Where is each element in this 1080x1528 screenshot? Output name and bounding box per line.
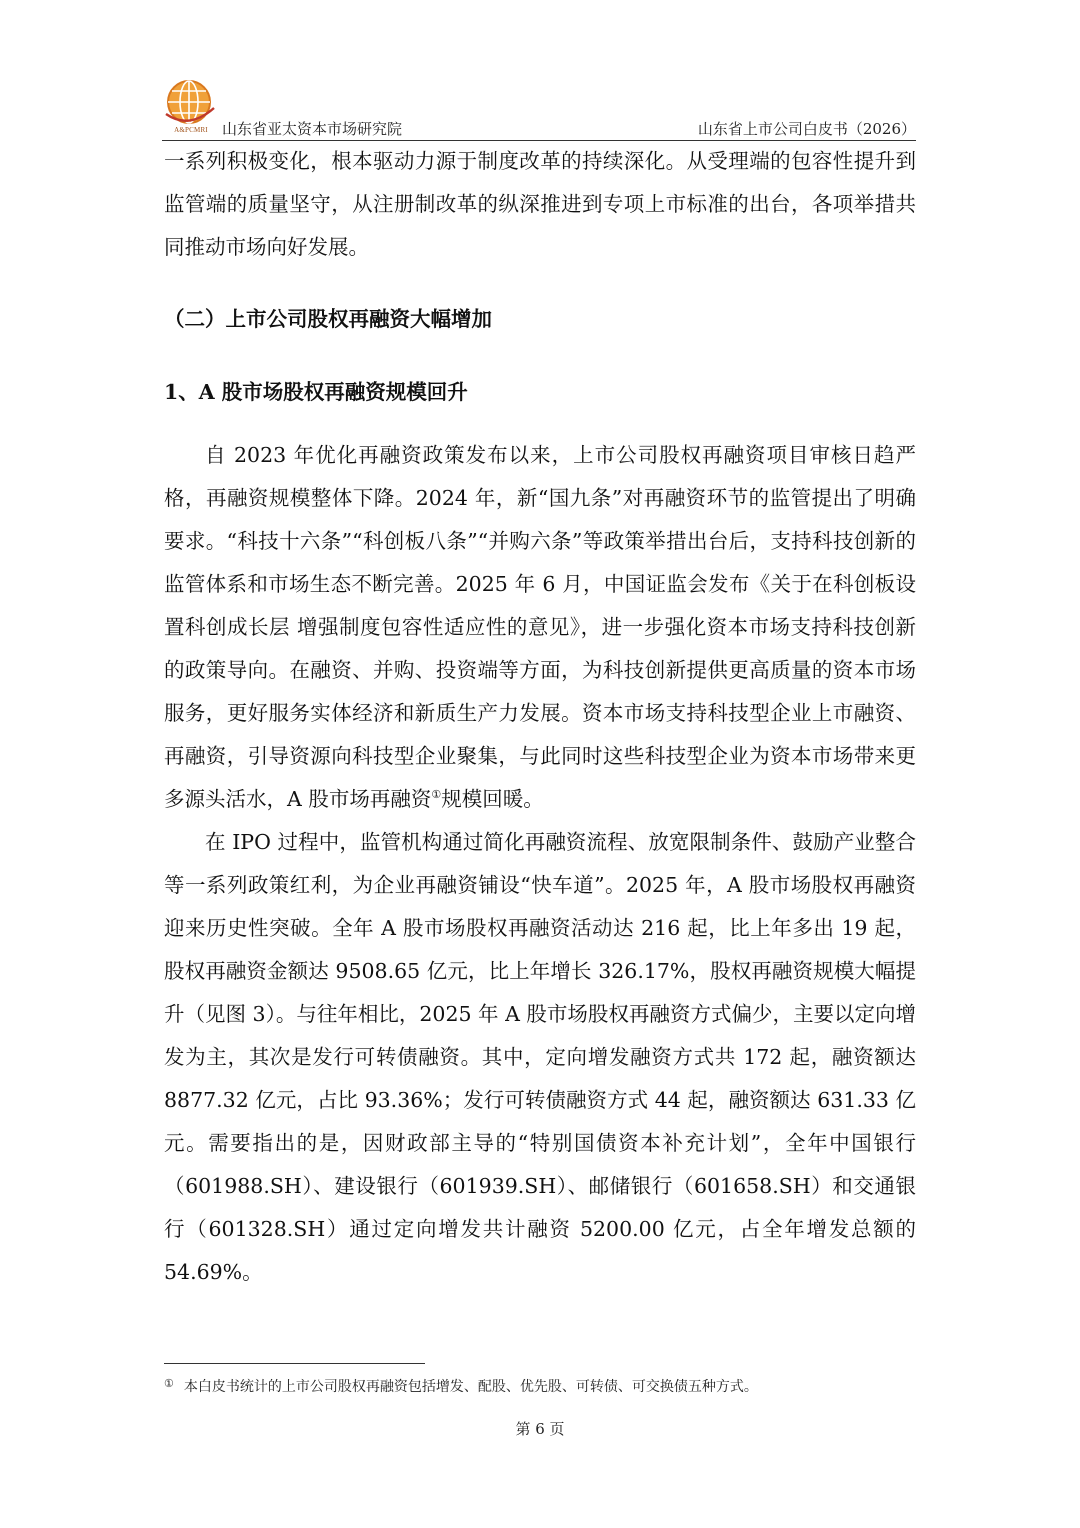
paragraph-continued: 一系列积极变化，根本驱动力源于制度改革的持续深化。从受理端的包容性提升到监管端的质量坚守，从注册制改革的纵深推进到专项上市标准的出台，各项举措共同推动市场向好发展。 — [164, 149, 916, 259]
section-title: （二）上市公司股权再融资大幅增加 — [164, 307, 492, 331]
page-number: 第 6 页 — [515, 1420, 565, 1438]
logo-text: A&PCMRI — [174, 126, 208, 134]
body-paragraphs — [164, 434, 916, 1294]
page-body — [164, 140, 916, 269]
footnote-divider — [164, 1363, 425, 1364]
subsection-heading — [164, 375, 916, 405]
footnote-mark: ① — [164, 1377, 174, 1390]
paragraph-1-tail: 规模回暖。 — [441, 787, 544, 811]
paragraph-1 — [164, 434, 916, 821]
subsection-title: 1、A 股市场股权再融资规模回升 — [164, 380, 468, 404]
footnote — [164, 1376, 758, 1396]
paragraph-1-text: 自 2023 年优化再融资政策发布以来，上市公司股权再融资项目审核日趋严格，再融资规模整体下降。2024 年，新“国九条”对再融资环节的监管提出了明确要求。“科技十六条”“科创板八条”“并购六条”等政策举措出台后，支持科技创新的监管体系和市场生态不断完善。2025 年 6 月，中国证监会发布《关于在科创板设置科创成长层 增强制度包容性适应性的意见》，进一步强化资本市场支持科技创新的政策导向。在融资、并购、投资端等方面，为科技创新提供更高质量的资本市场服务，更好服务实体经济和新质生产力发展。资本市场支持科技型企业上市融资、再融资，引导资源向科技型企业聚集，与此同时这些科技型企业为资本市场带来更多源头活水，A 股市场再融资 — [164, 443, 916, 811]
section-heading — [164, 302, 916, 332]
header-institute-name: 山东省亚太资本市场研究院 — [222, 120, 403, 138]
paragraph-2: 在 IPO 过程中，监管机构通过简化再融资流程、放宽限制条件、鼓励产业整合等一系列政策红利，为企业再融资铺设“快车道”。2025 年，A 股市场股权再融资迎来历史性突破。全年 A 股市场股权再融资活动达 216 起，比上年多出 19 起，股权再融资金额达 9508.65 亿元，比上年增长 326.17%，股权再融资规模大幅提升（见图 3）。与往年相比，2025 年 A 股市场股权再融资方式偏少，主要以定向增发为主，其次是发行可转债融资。其中，定向增发融资方式共 172 起，融资额达 8877.32 亿元，占比 93.36%；发行可转债融资方式 44 起，融资额达 631.33 亿元。需要指出的是，因财政部主导的“特别国债资本补充计划”，全年中国银行（601988.SH）、建设银行（601939.SH）、邮储银行（601658.SH）和交通银行（601328.SH）通过定向增发共计融资 5200.00 亿元，占全年增发总额的 54.69%。 — [164, 830, 916, 1284]
header-document-title: 山东省上市公司白皮书（2026） — [697, 120, 916, 138]
footnote-ref[interactable]: ① — [431, 788, 442, 801]
footnote-text: 本白皮书统计的上市公司股权再融资包括增发、配股、优先股、可转债、可交换债五种方式。 — [183, 1379, 758, 1395]
